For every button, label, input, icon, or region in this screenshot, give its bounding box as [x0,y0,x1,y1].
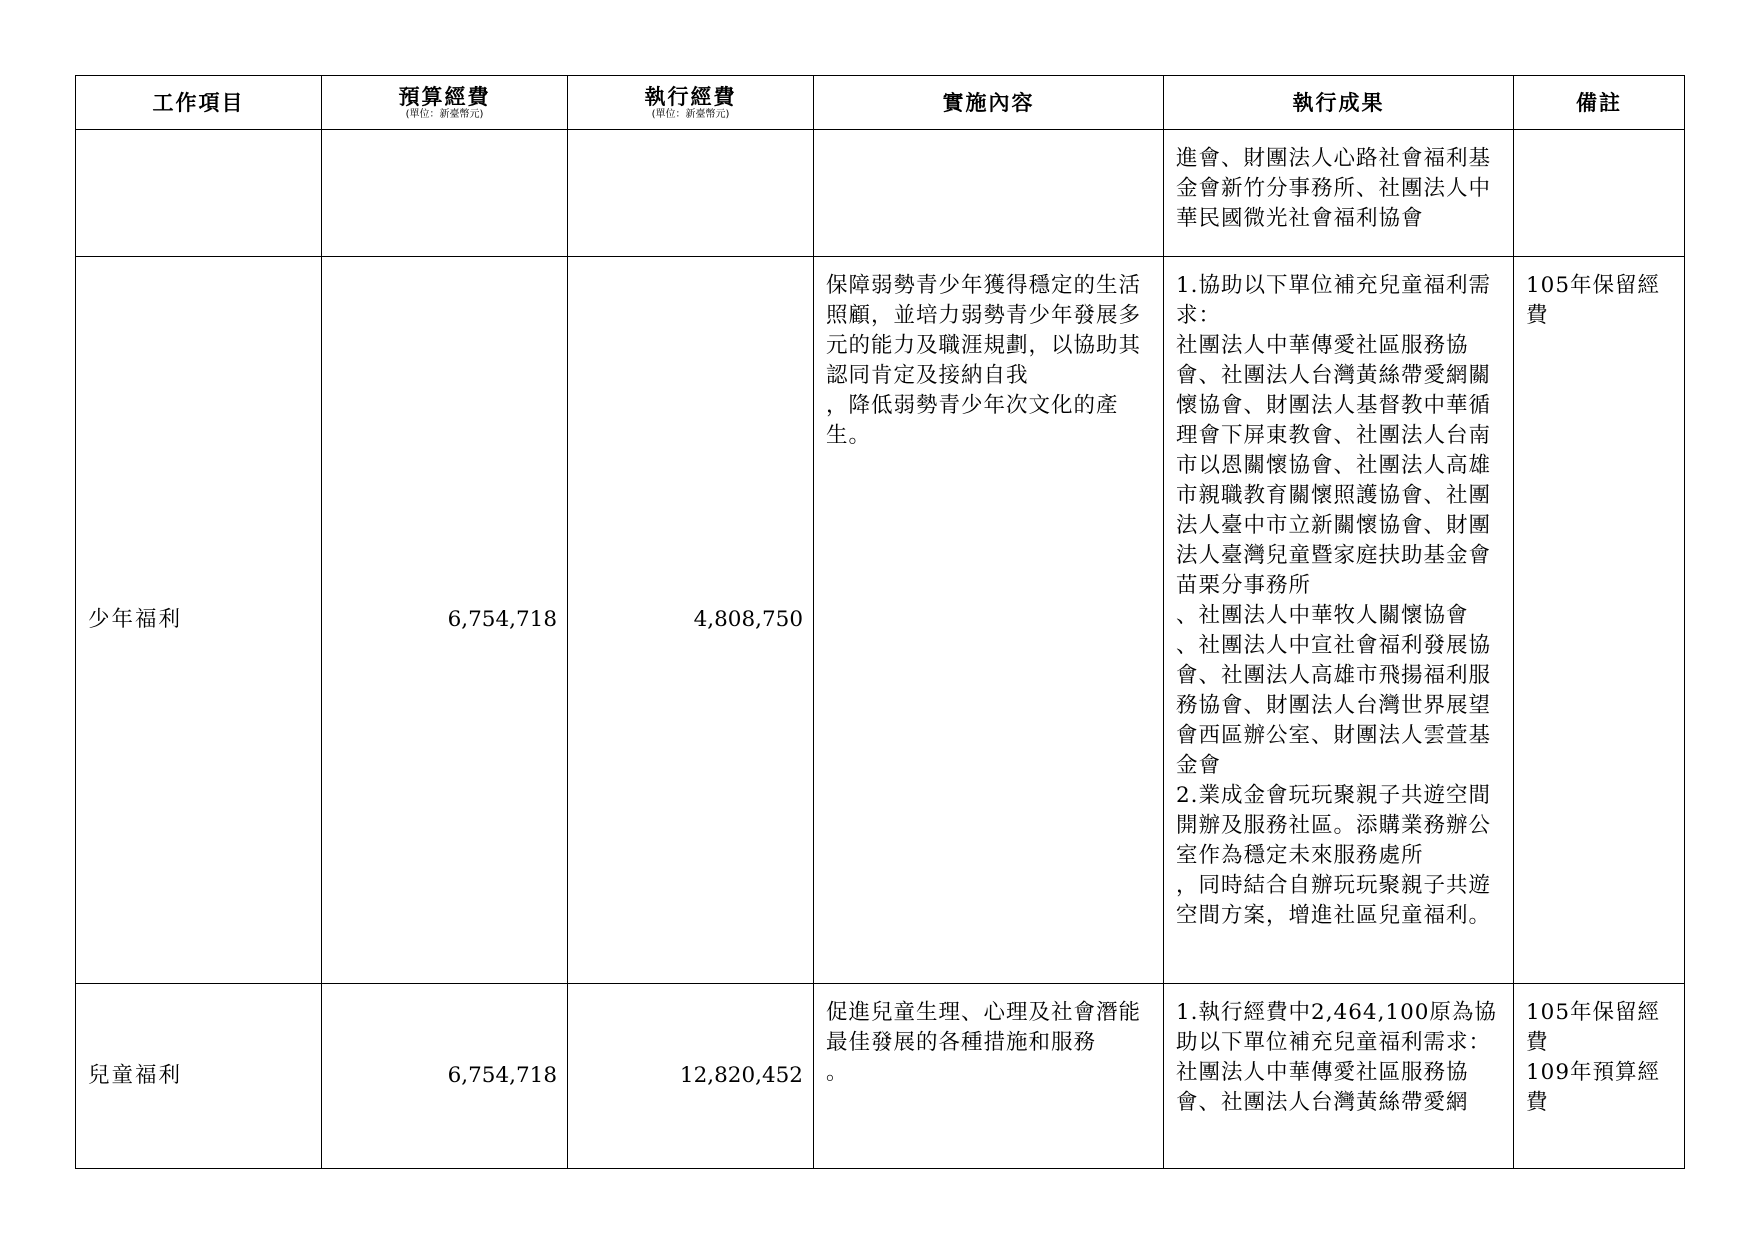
table-row [76,984,1685,1169]
cell-budget: 6,754,718 [322,257,568,984]
header-content-label: 實施內容 [942,90,1035,115]
cell-item [76,130,322,257]
header-result-label: 執行成果 [1292,90,1385,115]
table-row [76,257,1685,984]
header-budget-label: 預算經費 [398,84,491,109]
header-note-label: 備註 [1576,90,1622,115]
header-item [76,76,322,130]
cell-content: 保障弱勢青少年獲得穩定的生活照顧，並培力弱勢青少年發展多元的能力及職涯規劃，以協助其認同肯定及接納自我 ，降低弱勢青少年次文化的產生。 [814,257,1164,984]
cell-result: 進會、財團法人心路社會福利基金會新竹分事務所、社團法人中華民國微光社會福利協會 [1164,130,1514,257]
cell-note: 105年保留經費 109年預算經費 [1514,984,1685,1169]
cell-executed [568,130,814,257]
header-executed-label: 執行經費 [644,84,737,109]
header-content [814,76,1164,130]
cell-note: 105年保留經費 [1514,257,1685,984]
table-row [76,130,1685,257]
cell-item: 少年福利 [76,257,322,984]
cell-content [814,130,1164,257]
header-item-label: 工作項目 [152,90,245,115]
header-result [1164,76,1514,130]
cell-budget [322,130,568,257]
cell-executed: 12,820,452 [568,984,814,1169]
cell-note [1514,130,1685,257]
header-executed-unit: (單位：新臺幣元) [651,108,730,120]
cell-result: 1.協助以下單位補充兒童福利需求： 社團法人中華傳愛社區服務協會、社團法人台灣黃絲帶愛網關懷協會、財團法人基督教中華循理會下屏東教會、社團法人台南市以恩關懷協會、社團法人高雄市親職教育關懷照護協會、社團法人臺中市立新關懷協會、財團法人臺灣兒童暨家庭扶助基金會苗栗分事務所 、社團法人中華牧人關懷協會 、社團法人中宣社會福利發展協會、社團法人高雄市飛揚福利服務協會、財團法人台灣世界展望會西區辦公室、財團法人雲萱基金會 2.業成金會玩玩聚親子共遊空間開辦及服務社區。添購業務辦公室作為穩定未來服務處所 ，同時結合自辦玩玩聚親子共遊空間方案，增進社區兒童福利。 [1164,257,1514,984]
cell-executed: 4,808,750 [568,257,814,984]
cell-result: 1.執行經費中2,464,100原為協助以下單位補充兒童福利需求： 社團法人中華傳愛社區服務協會、社團法人台灣黃絲帶愛網 [1164,984,1514,1169]
cell-item: 兒童福利 [76,984,322,1169]
cell-budget: 6,754,718 [322,984,568,1169]
header-note [1514,76,1685,130]
header-budget-unit: (單位：新臺幣元) [405,108,484,120]
work-items-table [75,75,1685,1169]
header-row [76,76,1685,130]
cell-content: 促進兒童生理、心理及社會潛能最佳發展的各種措施和服務 。 [814,984,1164,1169]
header-budget [322,76,568,130]
header-executed [568,76,814,130]
